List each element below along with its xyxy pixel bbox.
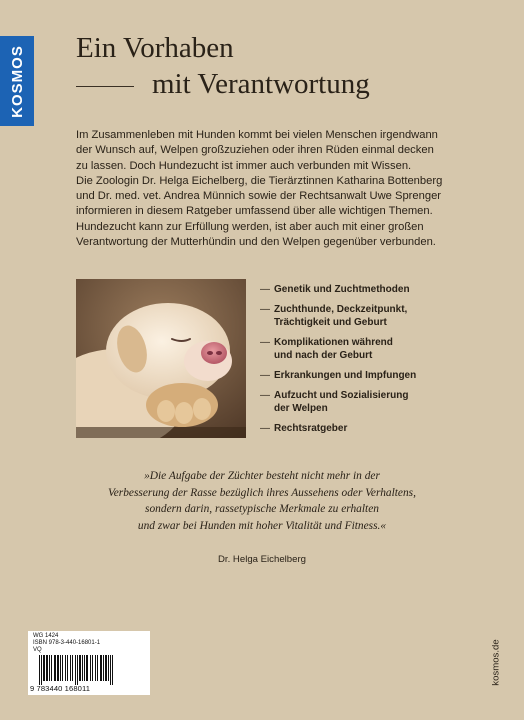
website: kosmos.de: [490, 638, 502, 686]
intro-paragraph: [76, 128, 512, 250]
isbn: ISBN 978-3-440-16801-1: [33, 640, 101, 646]
quote-line: und zwar bei Hunden mit hoher Vitalität und Fitness.«: [137, 519, 387, 532]
barcode-bar: [67, 655, 68, 681]
list-dash: —: [260, 284, 270, 295]
intro-line: Verantwortung der Mutterhündin und den Welpen gegenüber verbunden.: [76, 236, 436, 249]
barcode-bar: [62, 655, 63, 681]
barcode-bar: [60, 655, 61, 681]
topic-list: [260, 283, 510, 441]
barcode-guard-bar: [75, 655, 76, 685]
barcode-bar: [108, 655, 109, 681]
quote: [40, 468, 484, 534]
barcode-bar: [72, 655, 73, 681]
barcode-bar: [70, 655, 71, 681]
list-item: [260, 389, 510, 416]
barcode-bar: [100, 655, 102, 681]
barcode-bar: [65, 655, 66, 681]
topic-text: der Welpen: [274, 403, 328, 415]
barcode-bar: [46, 655, 48, 681]
topic-text: Komplikationen während: [274, 336, 393, 348]
barcode-bar: [57, 655, 59, 681]
title-line-1: Ein Vorhaben: [76, 32, 234, 64]
intro-line: und Dr. med. vet. Andrea Münnich sowie der Rechtsanwalt Uwe Sprenger: [76, 190, 442, 203]
list-dash: —: [260, 336, 270, 348]
wg-code: WG 1424: [33, 633, 59, 639]
barcode-bar: [86, 655, 88, 681]
barcode-guard-bar: [41, 655, 42, 685]
barcode-bars: [31, 655, 147, 685]
topic-text: Aufzucht und Sozialisierung: [274, 389, 409, 401]
sleeping-puppy-illustration: [76, 279, 246, 438]
barcode-digits: 9 783440 168011: [30, 684, 91, 693]
intro-line: informieren in diesem Ratgeber umfassend über alle wichtigen Themen.: [76, 205, 433, 218]
intro-line: zu lassen. Doch Hundezucht ist immer auch verbunden mit Wissen.: [76, 159, 412, 172]
topic-text: Erkrankungen und Impfungen: [274, 369, 417, 381]
barcode-guard-bar: [39, 655, 40, 685]
topic-text: und nach der Geburt: [274, 350, 373, 362]
list-dash: —: [260, 422, 270, 434]
quote-line: »Die Aufgabe der Züchter besteht nicht mehr in der: [144, 470, 380, 482]
topic-text: Genetik und Zuchtmethoden: [274, 284, 410, 295]
barcode-bar: [79, 655, 81, 681]
list-dash: —: [260, 389, 270, 401]
quote-line: Verbesserung der Rasse bezüglich ihres Aussehens oder Verhaltens,: [108, 486, 416, 499]
barcode-bar: [51, 655, 52, 681]
barcode-bar: [103, 655, 104, 681]
list-dash: —: [260, 369, 270, 381]
barcode-bar: [43, 655, 45, 681]
list-item: [260, 336, 510, 363]
intro-line: Im Zusammenleben mit Hunden kommt bei vielen Menschen irgendwann: [76, 129, 438, 141]
list-item: [260, 283, 510, 297]
list-dash: —: [260, 303, 270, 315]
topic-text: Zuchthunde, Deckzeitpunkt,: [274, 303, 408, 315]
barcode-guard-bar: [112, 655, 113, 685]
intro-line: Die Zoologin Dr. Helga Eichelberg, die Tierärztinnen Katharina Bottenberg: [76, 174, 443, 187]
list-item: [260, 422, 510, 436]
barcode-bar: [84, 655, 85, 681]
barcode-bar: [90, 655, 91, 681]
vq-code: VQ: [33, 647, 42, 653]
barcode-bar: [105, 655, 107, 681]
quote-line: sondern darin, rassetypische Merkmale zu erhalten: [145, 503, 379, 516]
barcode-bar: [54, 655, 56, 681]
barcode-box: [28, 631, 150, 695]
barcode-bar: [97, 655, 98, 681]
title-line-2: mit Verantwortung: [152, 67, 370, 100]
quote-attribution: Dr. Helga Eichelberg: [218, 554, 306, 565]
intro-line: Hundezucht kann zur Erfüllung werden, ist aber auch mit einer großen: [76, 220, 424, 233]
kosmos-logo: [0, 36, 34, 126]
website-vertical: [486, 628, 506, 696]
list-item: [260, 303, 510, 330]
topic-text: Trächtigkeit und Geburt: [274, 317, 387, 329]
intro-line: der Wunsch auf, Welpen großzuziehen oder ihren Rüden einmal decken: [76, 144, 434, 157]
title-rule: [76, 86, 134, 87]
title-line-2-row: [76, 66, 496, 102]
topic-text: Rechtsratgeber: [274, 422, 348, 434]
barcode-guard-bar: [77, 655, 78, 685]
list-item: [260, 369, 510, 383]
barcode-bar: [92, 655, 93, 681]
puppy-photo: [76, 279, 246, 438]
barcode-bar: [95, 655, 96, 681]
barcode-bar: [49, 655, 50, 681]
barcode-bar: [82, 655, 83, 681]
publisher-name: KOSMOS: [8, 44, 26, 118]
barcode-guard-bar: [110, 655, 111, 685]
